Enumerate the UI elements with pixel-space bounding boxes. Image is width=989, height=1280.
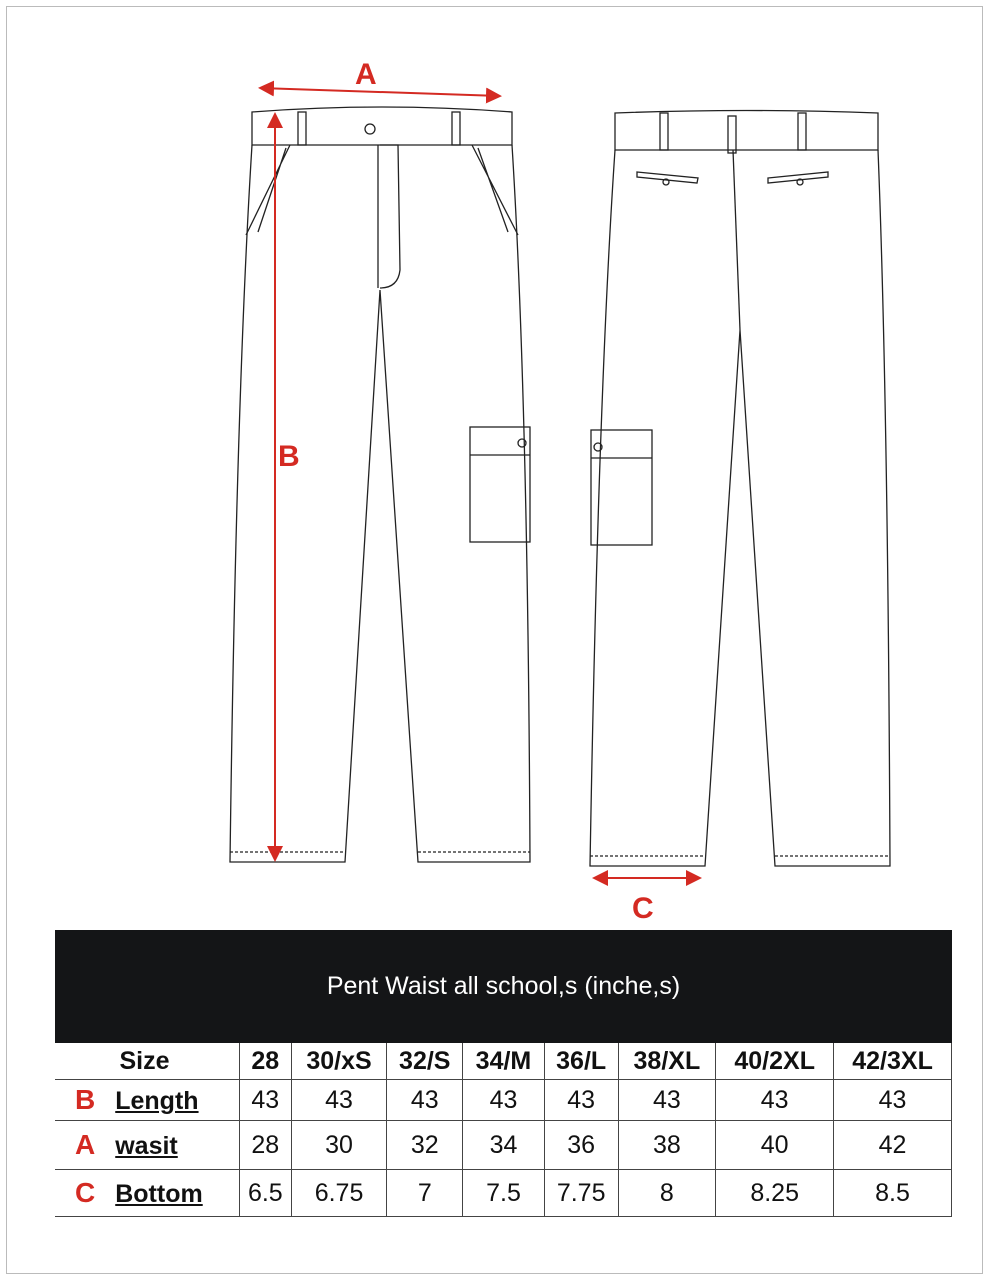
value-cell: 43 xyxy=(291,1080,387,1121)
value-cell: 43 xyxy=(387,1080,463,1121)
table-row-length xyxy=(55,1080,952,1121)
value-cell: 8.25 xyxy=(716,1170,834,1217)
table-title: Pent Waist all school,s (inche,s) xyxy=(55,930,952,1043)
label-b: B xyxy=(278,440,300,473)
value-cell: 43 xyxy=(240,1080,292,1121)
row-label: A wasit xyxy=(55,1121,240,1170)
table-row-bottom xyxy=(55,1170,952,1217)
value-cell: 38 xyxy=(618,1121,716,1170)
waist-arrow xyxy=(260,88,500,96)
value-cell: 8.5 xyxy=(834,1170,952,1217)
value-cell: 28 xyxy=(240,1121,292,1170)
value-cell: 43 xyxy=(716,1080,834,1121)
value-cell: 43 xyxy=(618,1080,716,1121)
size-cell: 40/2XL xyxy=(716,1043,834,1080)
value-cell: 6.5 xyxy=(240,1170,292,1217)
value-cell: 43 xyxy=(834,1080,952,1121)
row-label: C Bottom xyxy=(55,1170,240,1217)
value-cell: 7.5 xyxy=(463,1170,545,1217)
label-a: A xyxy=(355,58,377,91)
size-cell: 28 xyxy=(240,1043,292,1080)
size-cell: 38/XL xyxy=(618,1043,716,1080)
value-cell: 40 xyxy=(716,1121,834,1170)
size-cell: 32/S xyxy=(387,1043,463,1080)
value-cell: 43 xyxy=(544,1080,618,1121)
value-cell: 42 xyxy=(834,1121,952,1170)
table-header-row xyxy=(55,1043,952,1080)
size-table xyxy=(55,1043,952,1217)
label-c: C xyxy=(632,892,654,925)
value-cell: 30 xyxy=(291,1121,387,1170)
value-cell: 6.75 xyxy=(291,1170,387,1217)
size-cell: 30/xS xyxy=(291,1043,387,1080)
size-cell: 36/L xyxy=(544,1043,618,1080)
value-cell: 8 xyxy=(618,1170,716,1217)
table-row-waist xyxy=(55,1121,952,1170)
value-cell: 43 xyxy=(463,1080,545,1121)
value-cell: 36 xyxy=(544,1121,618,1170)
value-cell: 34 xyxy=(463,1121,545,1170)
back-pants xyxy=(590,111,890,867)
row-label: B Length xyxy=(55,1080,240,1121)
size-cell: 34/M xyxy=(463,1043,545,1080)
value-cell: 32 xyxy=(387,1121,463,1170)
value-cell: 7 xyxy=(387,1170,463,1217)
header-cell: Size xyxy=(55,1043,240,1080)
size-cell: 42/3XL xyxy=(834,1043,952,1080)
value-cell: 7.75 xyxy=(544,1170,618,1217)
